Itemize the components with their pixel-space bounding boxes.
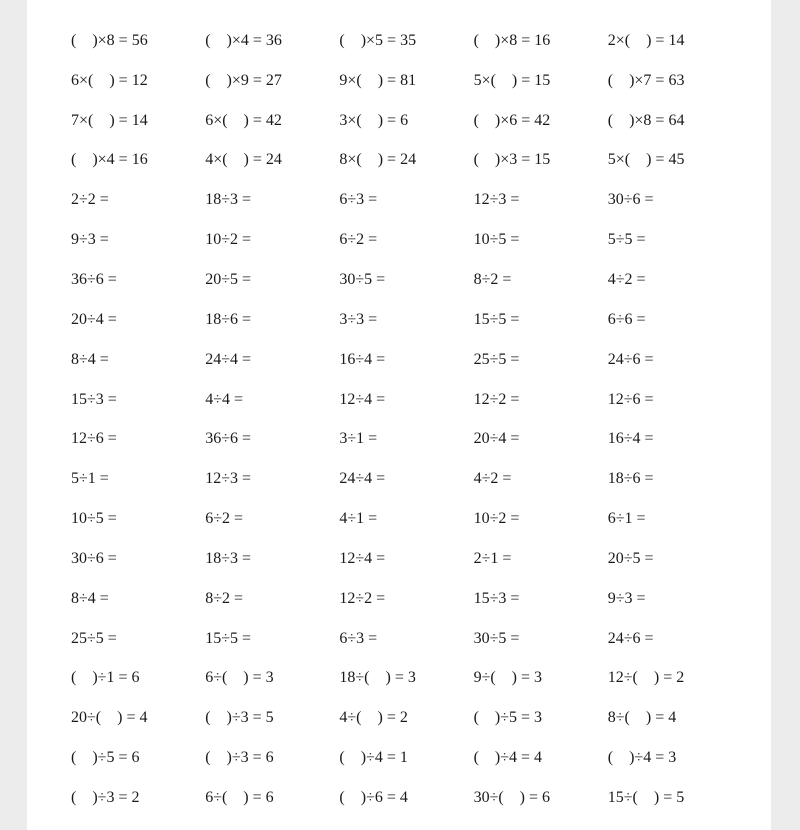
math-problem: 18÷3 = bbox=[205, 191, 251, 209]
math-problem: 16÷4 = bbox=[339, 350, 386, 368]
math-problem: 2÷2 = bbox=[71, 191, 109, 209]
math-problem: 2×( ) = 14 bbox=[607, 31, 685, 49]
math-problem: ( )×3 = 15 bbox=[473, 151, 551, 169]
math-problem: 8÷2 = bbox=[473, 270, 512, 288]
math-problem: 15÷5 = bbox=[473, 310, 520, 328]
problem-row bbox=[71, 21, 751, 61]
math-problem: 6÷3 = bbox=[339, 191, 378, 209]
math-problem: 8÷( ) = 4 bbox=[607, 709, 677, 727]
math-problem: ( )÷3 = 5 bbox=[205, 709, 274, 727]
math-problem: 12÷( ) = 2 bbox=[607, 669, 685, 687]
math-problem: 8÷4 = bbox=[71, 350, 109, 368]
math-problem: 3÷3 = bbox=[339, 310, 378, 328]
math-problem: 12÷2 = bbox=[473, 390, 520, 408]
math-problem: ( )÷5 = 3 bbox=[473, 709, 543, 727]
math-problem: 4÷2 = bbox=[473, 470, 512, 488]
math-problem: 24÷6 = bbox=[607, 350, 654, 368]
math-problem: 4×( ) = 24 bbox=[205, 151, 282, 169]
problem-row bbox=[71, 459, 751, 499]
math-problem: 4÷2 = bbox=[607, 270, 646, 288]
math-problem: 6÷6 = bbox=[607, 310, 646, 328]
problem-row bbox=[71, 778, 751, 818]
math-problem: 16÷4 = bbox=[607, 430, 654, 448]
math-problem: 18÷3 = bbox=[205, 549, 251, 567]
math-problem: 5×( ) = 45 bbox=[607, 151, 685, 169]
math-problem: 24÷6 = bbox=[607, 629, 654, 647]
problem-row bbox=[71, 300, 751, 340]
math-problem: 30÷5 = bbox=[339, 270, 386, 288]
math-problem: ( )÷4 = 3 bbox=[607, 749, 677, 767]
math-problem: ( )×8 = 64 bbox=[607, 111, 685, 129]
math-problem: 6÷1 = bbox=[607, 510, 646, 528]
math-problem: ( )÷1 = 6 bbox=[71, 669, 140, 687]
math-problem: 12÷4 = bbox=[339, 549, 386, 567]
math-problem: 10÷2 = bbox=[205, 231, 251, 249]
math-problem: 10÷5 = bbox=[71, 510, 117, 528]
math-problem: 25÷5 = bbox=[71, 629, 117, 647]
problem-row bbox=[71, 260, 751, 300]
problem-row bbox=[71, 380, 751, 420]
math-problem: 8÷2 = bbox=[205, 589, 243, 607]
math-problem: 12÷4 = bbox=[339, 390, 386, 408]
math-problem: 30÷5 = bbox=[473, 629, 520, 647]
math-problem: 12÷6 = bbox=[607, 390, 654, 408]
math-problem: 15÷3 = bbox=[473, 589, 520, 607]
math-problem: 6÷3 = bbox=[339, 629, 378, 647]
math-problem: 5÷1 = bbox=[71, 470, 109, 488]
problem-row bbox=[71, 619, 751, 659]
math-problem: 24÷4 = bbox=[205, 350, 251, 368]
math-problem: ( )÷3 = 6 bbox=[205, 749, 274, 767]
math-problem: ( )×8 = 16 bbox=[473, 31, 551, 49]
math-problem: 18÷6 = bbox=[205, 310, 251, 328]
math-problem: ( )×4 = 16 bbox=[71, 151, 148, 169]
math-problem: ( )×8 = 56 bbox=[71, 31, 148, 49]
math-problem: 4÷1 = bbox=[339, 510, 378, 528]
math-problem: 6÷( ) = 6 bbox=[205, 788, 274, 806]
worksheet-page bbox=[27, 0, 771, 830]
math-problem: ( )÷5 = 6 bbox=[71, 749, 140, 767]
problem-row bbox=[71, 579, 751, 619]
math-problem: 20÷4 = bbox=[71, 310, 117, 328]
problem-row bbox=[71, 340, 751, 380]
math-problem: ( )×4 = 36 bbox=[205, 31, 282, 49]
math-problem: ( )×7 = 63 bbox=[607, 71, 685, 89]
math-problem: 4÷4 = bbox=[205, 390, 243, 408]
math-problem: 18÷( ) = 3 bbox=[339, 669, 416, 687]
math-problem: 6×( ) = 42 bbox=[205, 111, 282, 129]
math-problem: 9÷( ) = 3 bbox=[473, 669, 543, 687]
math-problem: 9÷3 = bbox=[71, 231, 109, 249]
problem-row bbox=[71, 101, 751, 141]
problem-row bbox=[71, 698, 751, 738]
math-problem: 25÷5 = bbox=[473, 350, 520, 368]
problem-grid bbox=[71, 21, 751, 818]
math-problem: 30÷( ) = 6 bbox=[473, 788, 551, 806]
math-problem: 10÷2 = bbox=[473, 510, 520, 528]
math-problem: 6÷( ) = 3 bbox=[205, 669, 274, 687]
problem-row bbox=[71, 659, 751, 699]
math-problem: 10÷5 = bbox=[473, 231, 520, 249]
math-problem: ( )×6 = 42 bbox=[473, 111, 551, 129]
problem-row bbox=[71, 180, 751, 220]
problem-row bbox=[71, 419, 751, 459]
math-problem: 5÷5 = bbox=[607, 231, 646, 249]
math-problem: ( )÷4 = 1 bbox=[339, 749, 408, 767]
problem-row bbox=[71, 499, 751, 539]
math-problem: ( )×9 = 27 bbox=[205, 71, 282, 89]
math-problem: 9×( ) = 81 bbox=[339, 71, 417, 89]
math-problem: 9÷3 = bbox=[607, 589, 646, 607]
math-problem: 36÷6 = bbox=[205, 430, 251, 448]
math-problem: ( )÷4 = 4 bbox=[473, 749, 543, 767]
math-problem: 2÷1 = bbox=[473, 549, 512, 567]
math-problem: ( )×5 = 35 bbox=[339, 31, 417, 49]
math-problem: 15÷5 = bbox=[205, 629, 251, 647]
math-problem: 6×( ) = 12 bbox=[71, 71, 148, 89]
math-problem: 8÷4 = bbox=[71, 589, 109, 607]
math-problem: 15÷( ) = 5 bbox=[607, 788, 685, 806]
math-problem: 15÷3 = bbox=[71, 390, 117, 408]
math-problem: ( )÷3 = 2 bbox=[71, 788, 140, 806]
math-problem: 20÷4 = bbox=[473, 430, 520, 448]
math-problem: 20÷5 = bbox=[607, 549, 654, 567]
math-problem: 30÷6 = bbox=[71, 549, 117, 567]
math-problem: 12÷3 = bbox=[473, 191, 520, 209]
problem-row bbox=[71, 220, 751, 260]
math-problem: ( )÷6 = 4 bbox=[339, 788, 408, 806]
math-problem: 7×( ) = 14 bbox=[71, 111, 148, 129]
math-problem: 18÷6 = bbox=[607, 470, 654, 488]
math-problem: 30÷6 = bbox=[607, 191, 654, 209]
math-problem: 24÷4 = bbox=[339, 470, 386, 488]
math-problem: 3÷1 = bbox=[339, 430, 378, 448]
math-problem: 3×( ) = 6 bbox=[339, 111, 409, 129]
math-problem: 12÷2 = bbox=[339, 589, 386, 607]
problem-row bbox=[71, 141, 751, 181]
math-problem: 5×( ) = 15 bbox=[473, 71, 551, 89]
math-problem: 36÷6 = bbox=[71, 270, 117, 288]
problem-row bbox=[71, 738, 751, 778]
math-problem: 20÷( ) = 4 bbox=[71, 709, 148, 727]
math-problem: 8×( ) = 24 bbox=[339, 151, 417, 169]
math-problem: 12÷3 = bbox=[205, 470, 251, 488]
math-problem: 4÷( ) = 2 bbox=[339, 709, 408, 727]
math-problem: 20÷5 = bbox=[205, 270, 251, 288]
problem-row bbox=[71, 539, 751, 579]
math-problem: 6÷2 = bbox=[339, 231, 378, 249]
problem-row bbox=[71, 61, 751, 101]
math-problem: 12÷6 = bbox=[71, 430, 117, 448]
math-problem: 6÷2 = bbox=[205, 510, 243, 528]
